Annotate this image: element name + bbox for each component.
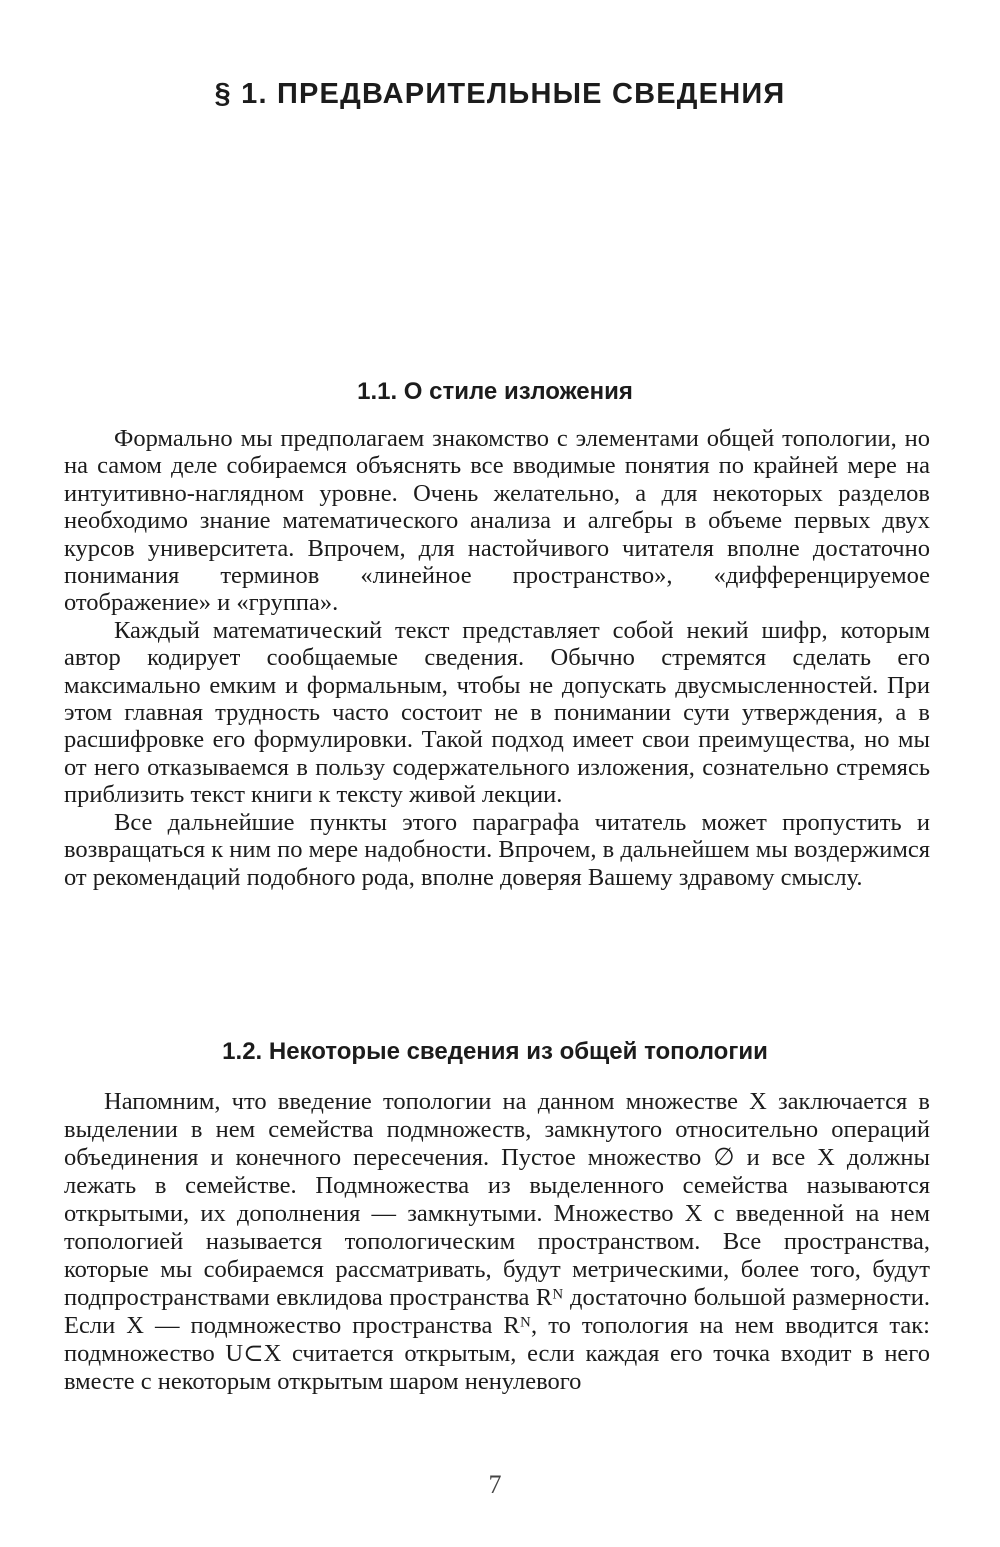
paragraph-topology-definition: Напомним, что введение топологии на данном множестве X заключается в выделении в нем семейства подмножеств, замкнутого относительно операций объединения и конечного пересечения. Пустое множество ∅ и все X должны лежать в семействе. Подмножества из выделенного семейства называются открытыми, их дополнения — замкнутыми. Множество X с введенной на нем топологией называется топологическим пространством. Все пространства, которые мы собираемся рассматривать, будут метрическими, более того, будут подпространствами евклидова пространства Rᴺ достаточно большой размерности. Если X — подмножество пространства Rᴺ, то топология на нем вводится так: подмножество U⊂X считается открытым, если каждая его точка входит в него вместе с некоторым открытым шаром ненулевого xyxy=(64,1088,930,1395)
section-body-style xyxy=(64,425,930,891)
paragraph-prerequisites: Формально мы предполагаем знакомство с элементами общей топологии, но на самом деле собираемся объяснять все вводимые понятия по крайней мере на интуитивно-наглядном уровне. Очень желательно, а для некоторых разделов необходимо знание математического анализа и алгебры в объеме первых двух курсов университета. Впрочем, для настойчивого читателя вполне достаточно понимания терминов «линейное пространство», «дифференцируемое отображение» и «группа». xyxy=(64,425,930,617)
section-title-style: 1.1. О стиле изложения xyxy=(357,378,633,405)
chapter-title: § 1. ПРЕДВАРИТЕЛЬНЫЕ СВЕДЕНИЯ xyxy=(214,78,786,110)
paragraph-skip: Все дальнейшие пункты этого параграфа читатель может пропустить и возвращаться к ним по мере надобности. Впрочем, в дальнейшем мы воздержимся от рекомендаций подобного рода, вполне доверяя Вашему здравому смыслу. xyxy=(64,808,930,891)
section-title-topology: 1.2. Некоторые сведения из общей топологии xyxy=(222,1038,768,1065)
paragraph-cipher: Каждый математический текст представляет собой некий шифр, которым автор кодирует сообщаемые сведения. Обычно стремятся сделать его максимально емким и формальным, чтобы не допускать двусмысленностей. При этом главная трудность часто состоит не в понимании сути утверждения, а в расшифровке его формулировки. Такой подход имеет свои преимущества, но мы от него отказываемся в пользу содержательного изложения, сознательно стремясь приблизить текст книги к тексту живой лекции. xyxy=(64,616,930,809)
section-body-topology xyxy=(64,1088,930,1396)
page-number: 7 xyxy=(488,1470,502,1499)
